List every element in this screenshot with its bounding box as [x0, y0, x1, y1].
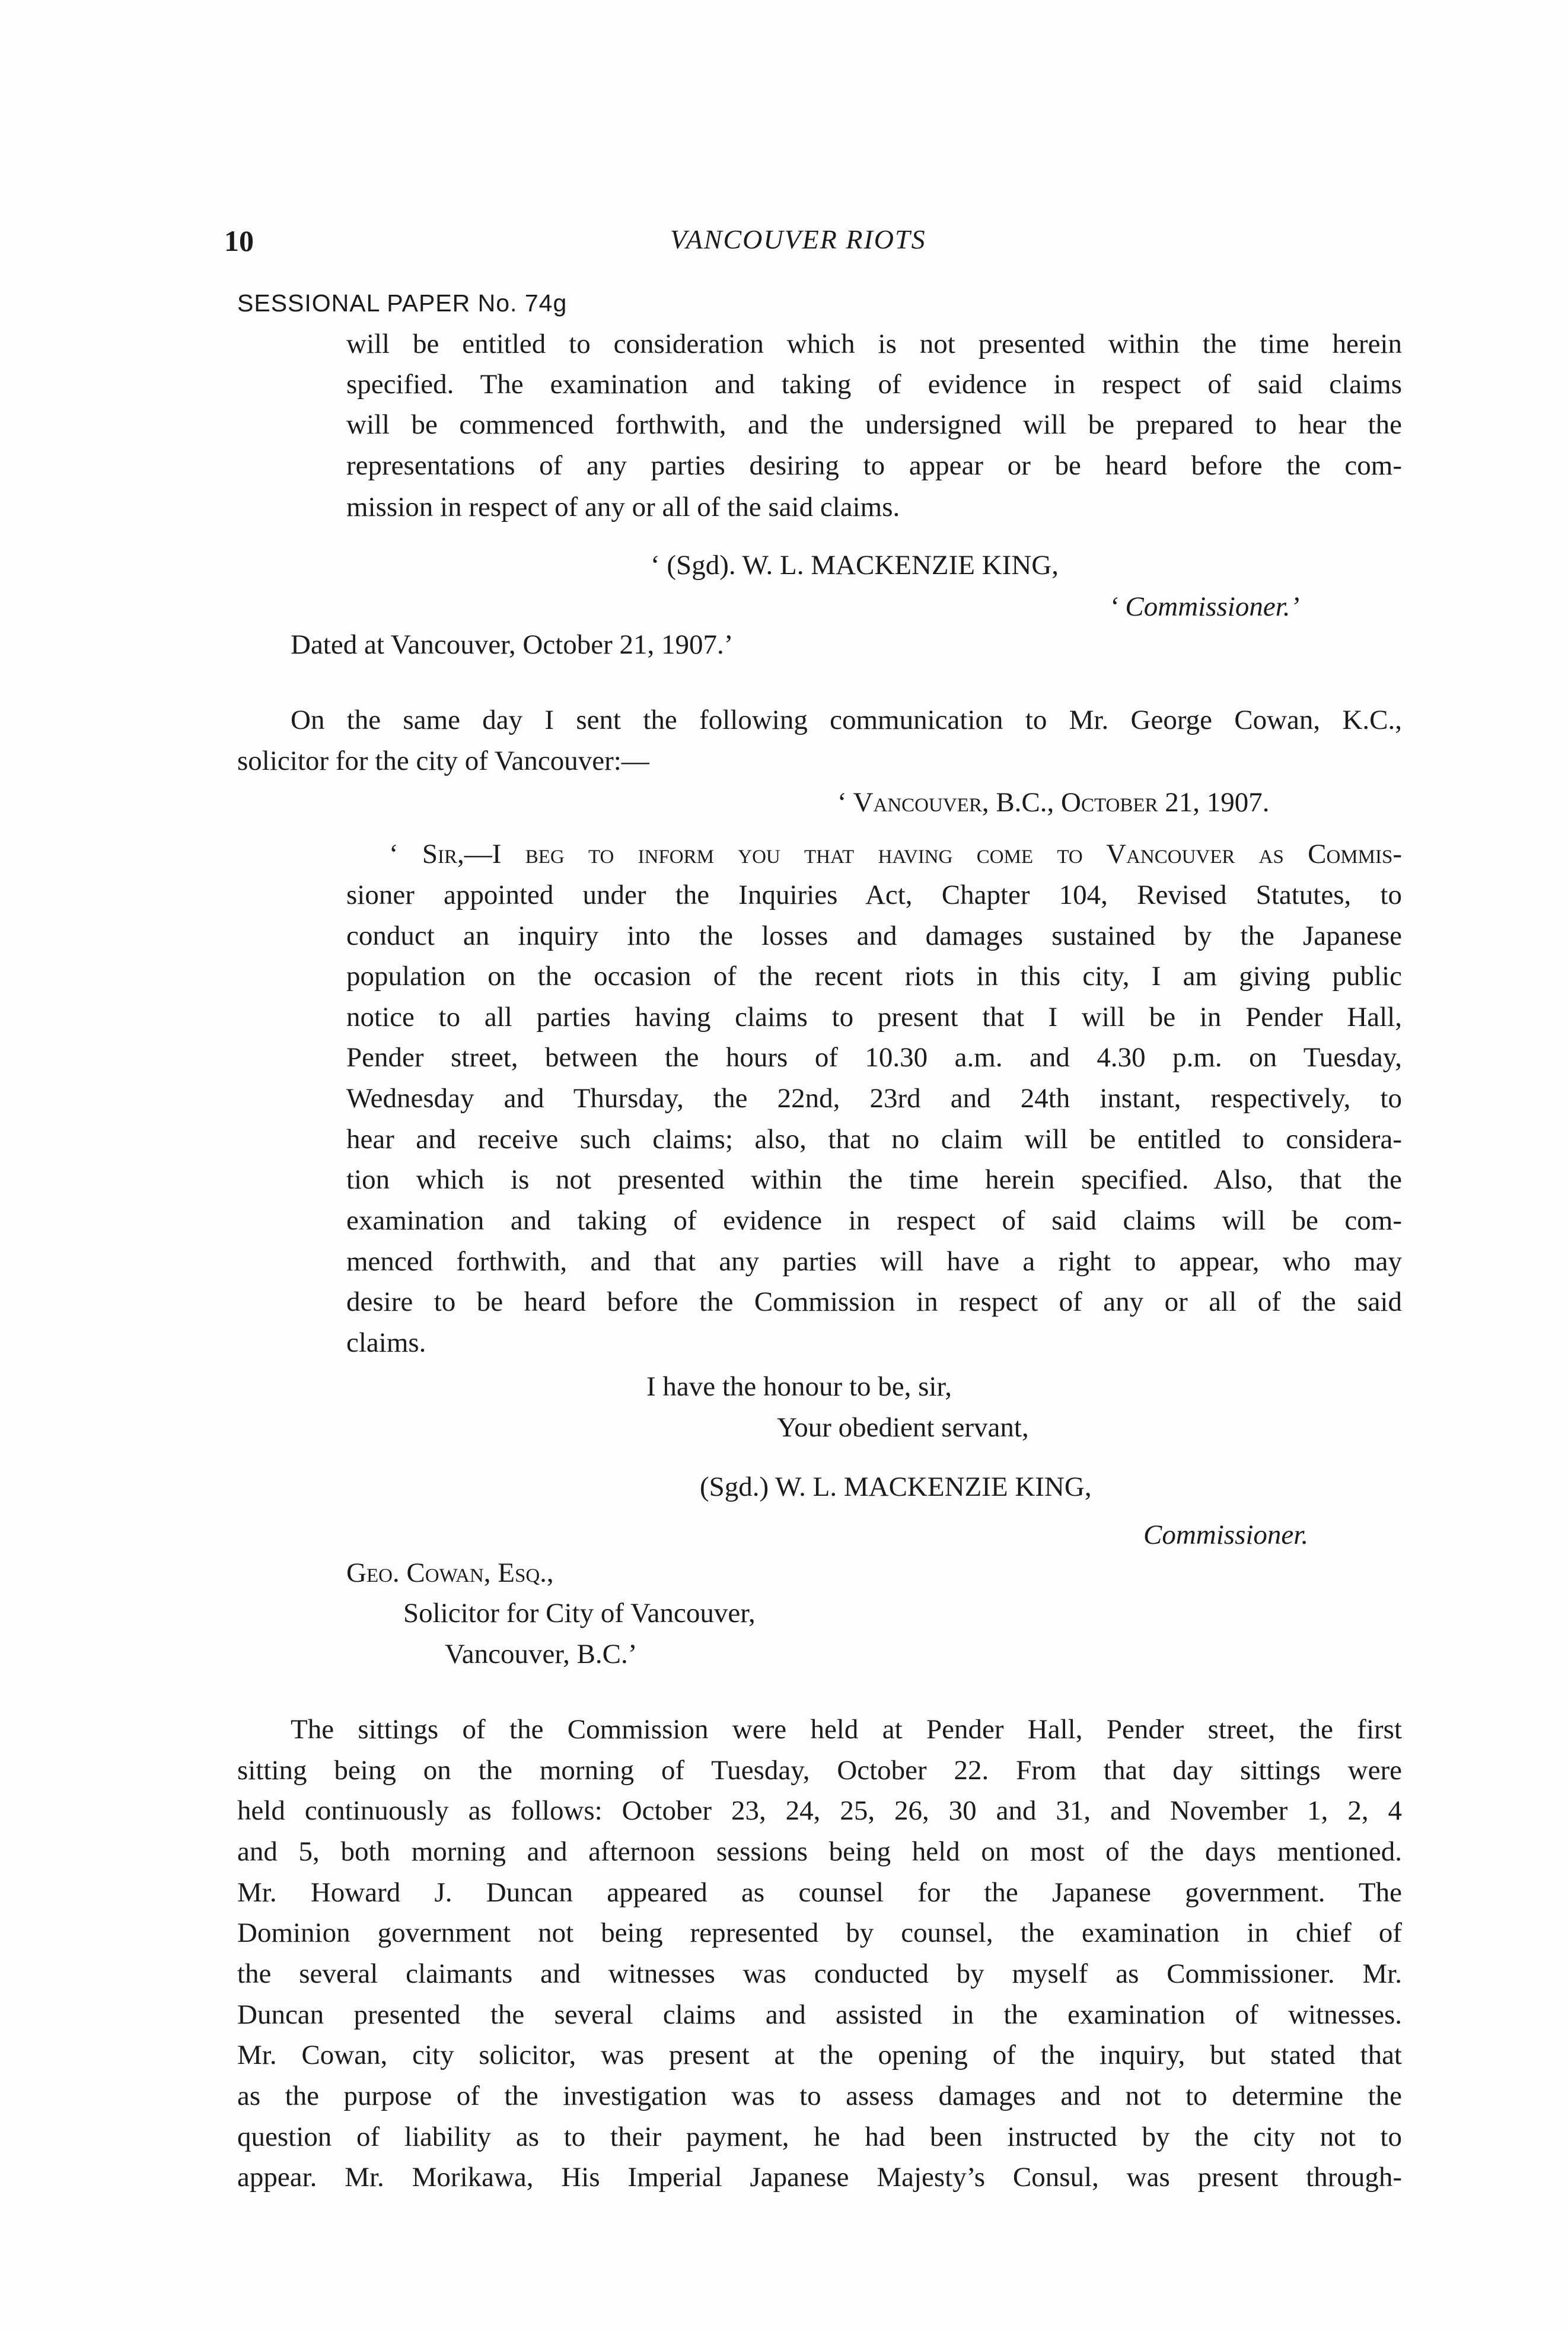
letter-line: ‘ Sir,—I beg to inform you that having come to Vancouver as Commis-	[389, 839, 1402, 869]
notice-signature-title: ‘ Commissioner.’	[1109, 591, 1300, 622]
paragraph-line: Mr. Howard J. Duncan appeared as counsel for the Japanese government. The	[237, 1877, 1402, 1908]
paragraph-line: the several claimants and witnesses was conducted by myself as Commissioner. Mr.	[237, 1958, 1402, 1989]
paragraph-line: sitting being on the morning of Tuesday, October 22. From that day sittings were	[237, 1755, 1402, 1786]
addressee-line: Vancouver, B.C.’	[445, 1639, 638, 1670]
letter-line: desire to be heard before the Commission in respect of any or all of the said	[346, 1286, 1402, 1317]
paragraph-line: Duncan presented the several claims and assisted in the examination of witnesses.	[237, 1999, 1402, 2030]
notice-line: will be commenced forthwith, and the undersigned will be prepared to hear the	[346, 409, 1402, 440]
letter-closing: Your obedient servant,	[777, 1412, 1029, 1443]
notice-dated: Dated at Vancouver, October 21, 1907.’	[291, 629, 734, 660]
letter-line: Wednesday and Thursday, the 22nd, 23rd and 24th instant, respectively, to	[346, 1083, 1402, 1114]
intro-line: On the same day I sent the following communication to Mr. George Cowan, K.C.,	[291, 705, 1402, 735]
letter-line: tion which is not presented within the time herein specified. Also, that the	[346, 1164, 1402, 1195]
letter-line: claims.	[346, 1327, 426, 1358]
paragraph-line: held continuously as follows: October 23, 24, 25, 26, 30 and 31, and November 1, 2, 4	[237, 1795, 1402, 1826]
running-title: VANCOUVER RIOTS	[670, 224, 926, 254]
notice-signature: ‘ (Sgd). W. L. MACKENZIE KING,	[651, 550, 1059, 581]
letter-line: sioner appointed under the Inquiries Act, Chapter 104, Revised Statutes, to	[346, 880, 1402, 910]
letter-dateline: ‘ Vancouver, B.C., October 21, 1907.	[837, 787, 1270, 818]
page-number: 10	[224, 224, 254, 257]
notice-line: mission in respect of any or all of the said claims.	[346, 492, 900, 523]
letter-signature: (Sgd.) W. L. MACKENZIE KING,	[700, 1471, 1092, 1502]
letter-line: notice to all parties having claims to present that I will be in Pender Hall,	[346, 1002, 1402, 1033]
paragraph-line: and 5, both morning and afternoon sessions being held on most of the days mentioned.	[237, 1836, 1402, 1867]
addressee-line: Solicitor for City of Vancouver,	[403, 1598, 756, 1629]
notice-line: representations of any parties desiring to appear or be heard before the com-	[346, 450, 1402, 481]
sessional-paper-label: SESSIONAL PAPER No. 74g	[237, 289, 568, 317]
letter-line: population on the occasion of the recent riots in this city, I am giving public	[346, 961, 1402, 992]
letter-line: Pender street, between the hours of 10.30 a.m. and 4.30 p.m. on Tuesday,	[346, 1042, 1402, 1073]
notice-line: specified. The examination and taking of evidence in respect of said claims	[346, 369, 1402, 400]
paragraph-line: as the purpose of the investigation was to assess damages and not to determine the	[237, 2081, 1402, 2111]
paragraph-line: question of liability as to their payment, he had been instructed by the city not to	[237, 2121, 1402, 2152]
letter-line: hear and receive such claims; also, that no claim will be entitled to considera-	[346, 1124, 1402, 1155]
letter-line: menced forthwith, and that any parties will have a right to appear, who may	[346, 1246, 1402, 1277]
notice-line: will be entitled to consideration which is not presented within the time herein	[346, 329, 1402, 359]
paragraph-line: The sittings of the Commission were held at Pender Hall, Pender street, the first	[291, 1714, 1402, 1745]
paragraph-line: Dominion government not being represented by counsel, the examination in chief of	[237, 1917, 1402, 1948]
paragraph-line: appear. Mr. Morikawa, His Imperial Japanese Majesty’s Consul, was present through-	[237, 2162, 1402, 2193]
letter-closing: I have the honour to be, sir,	[646, 1371, 952, 1402]
addressee-name: Geo. Cowan, Esq.,	[346, 1557, 554, 1588]
paragraph-line: Mr. Cowan, city solicitor, was present at the opening of the inquiry, but stated that	[237, 2040, 1402, 2070]
intro-line: solicitor for the city of Vancouver:—	[237, 746, 649, 776]
letter-line: examination and taking of evidence in respect of said claims will be com-	[346, 1205, 1402, 1236]
letter-line: conduct an inquiry into the losses and damages sustained by the Japanese	[346, 920, 1402, 951]
letter-signature-title: Commissioner.	[1143, 1519, 1309, 1550]
